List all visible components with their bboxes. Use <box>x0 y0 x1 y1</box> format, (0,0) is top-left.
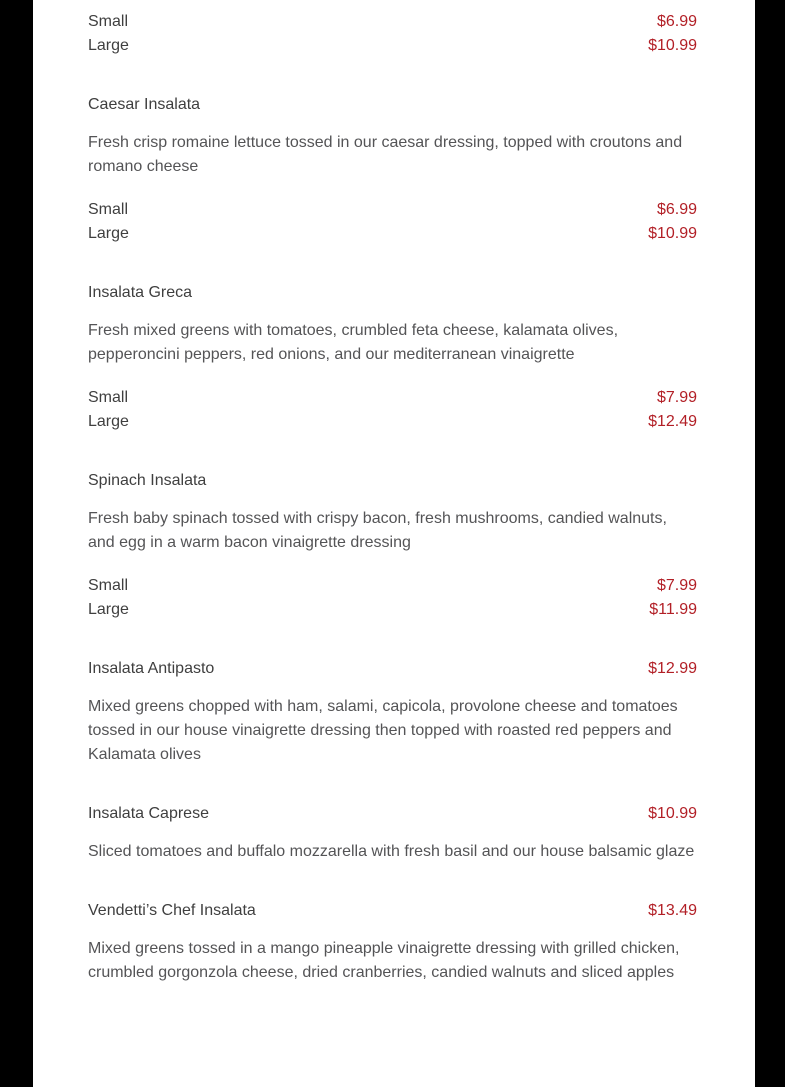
size-price: $10.99 <box>648 225 697 242</box>
size-label: Small <box>88 389 129 406</box>
item-description: Fresh mixed greens with tomatoes, crumbled feta cheese, kalamata olives, pepperoncini peppers, red onions, and our mediterranean vinaigrette <box>88 322 619 363</box>
item-name: Insalata Caprese <box>88 805 209 822</box>
size-price: $11.99 <box>649 601 697 618</box>
menu-item-caesar-insalata <box>88 93 697 246</box>
size-row <box>88 34 697 58</box>
size-row <box>88 10 697 34</box>
item-description: Mixed greens tossed in a mango pineapple vinaigrette dressing with grilled chicken, crumbled gorgonzola cheese, dried cranberries, candied walnuts and sliced apples <box>88 940 680 981</box>
item-header <box>88 657 697 681</box>
item-description: Fresh baby spinach tossed with crispy bacon, fresh mushrooms, candied walnuts, and egg in a warm bacon vinaigrette dressing <box>88 510 667 551</box>
item-price: $12.99 <box>648 660 697 677</box>
menu-item-partial <box>88 10 697 58</box>
item-description: Sliced tomatoes and buffalo mozzarella with fresh basil and our house balsamic glaze <box>88 843 695 860</box>
item-name: Caesar Insalata <box>88 96 201 113</box>
size-row <box>88 222 697 246</box>
size-label: Small <box>88 201 129 218</box>
size-label: Large <box>88 37 129 54</box>
item-name: Insalata Antipasto <box>88 660 215 677</box>
size-price: $6.99 <box>656 201 697 218</box>
size-row <box>88 574 697 598</box>
size-label: Large <box>88 225 129 242</box>
menu-item-insalata-greca <box>88 281 697 434</box>
menu-item-spinach-insalata <box>88 469 697 622</box>
size-price-list <box>88 574 697 622</box>
item-name: Spinach Insalata <box>88 472 207 489</box>
size-price: $10.99 <box>648 37 697 54</box>
size-price-list <box>88 10 697 58</box>
item-price: $10.99 <box>648 805 697 822</box>
item-header <box>88 802 697 826</box>
item-description: Fresh crisp romaine lettuce tossed in our caesar dressing, topped with croutons and romano cheese <box>88 134 683 175</box>
menu-item-vendettis-chef-insalata <box>88 899 697 985</box>
item-header <box>88 469 697 493</box>
item-header <box>88 899 697 923</box>
size-price: $7.99 <box>656 577 697 594</box>
item-description: Mixed greens chopped with ham, salami, capicola, provolone cheese and tomatoes tossed in our house vinaigrette dressing then topped with roasted red peppers and Kalamata olives <box>88 698 678 763</box>
size-price: $12.49 <box>648 413 697 430</box>
size-row <box>88 410 697 434</box>
size-label: Large <box>88 413 129 430</box>
menu-page <box>33 0 755 1087</box>
item-name: Vendetti’s Chef Insalata <box>88 902 256 919</box>
menu-item-insalata-antipasto <box>88 657 697 767</box>
item-header <box>88 93 697 117</box>
size-row <box>88 198 697 222</box>
size-label: Small <box>88 13 129 30</box>
item-name: Insalata Greca <box>88 284 193 301</box>
item-price: $13.49 <box>648 902 697 919</box>
menu-item-insalata-caprese <box>88 802 697 864</box>
size-label: Large <box>88 601 129 618</box>
size-price: $6.99 <box>656 13 697 30</box>
size-price-list <box>88 198 697 246</box>
size-row <box>88 386 697 410</box>
size-row <box>88 598 697 622</box>
size-label: Small <box>88 577 129 594</box>
item-header <box>88 281 697 305</box>
size-price: $7.99 <box>656 389 697 406</box>
size-price-list <box>88 386 697 434</box>
